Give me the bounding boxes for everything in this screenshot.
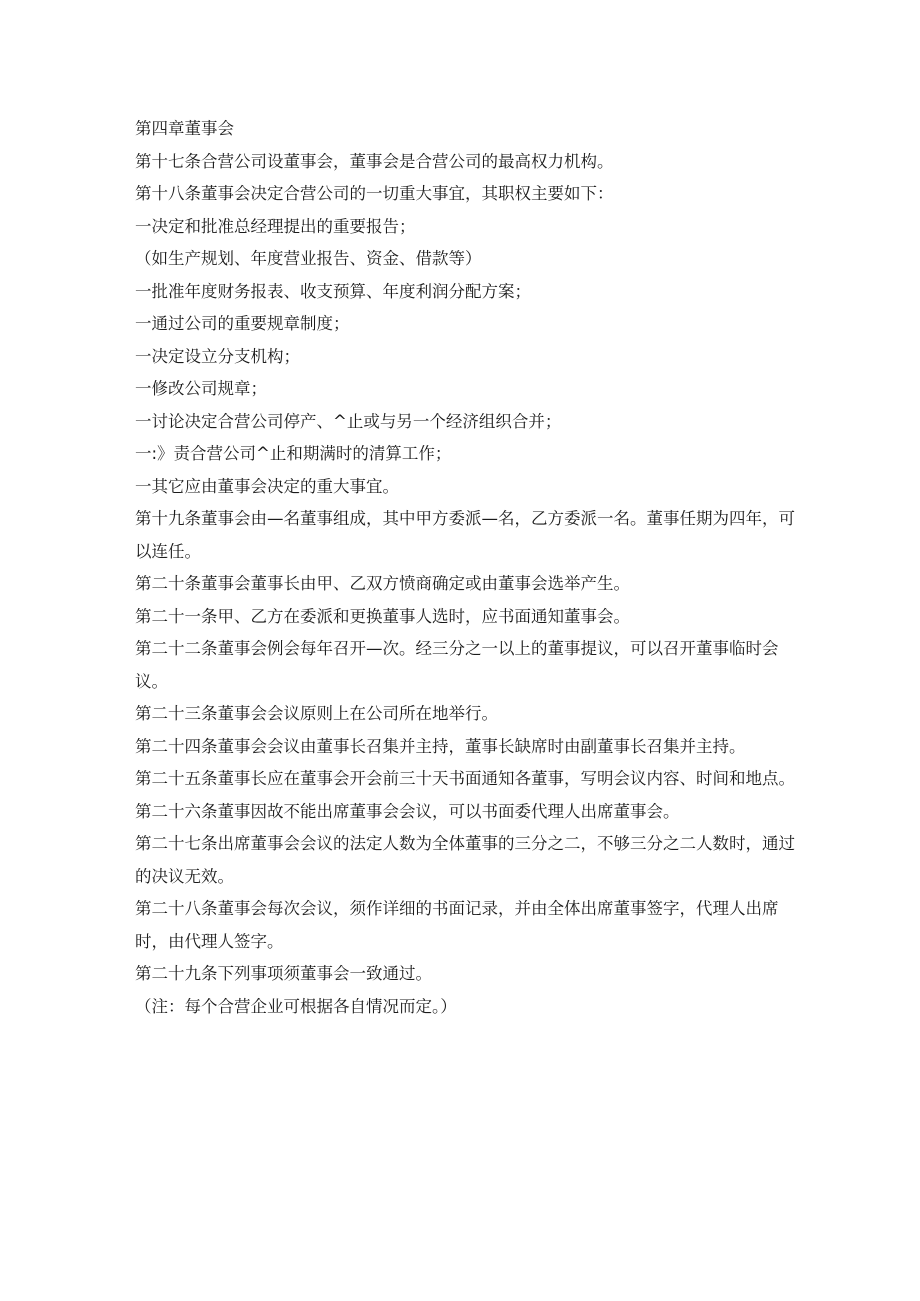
list-item: 一决定和批准总经理提出的重要报告； <box>135 216 416 236</box>
article-29: 第二十九条下列事项须董事会一致通过。 <box>135 964 432 983</box>
list-item-note: （如生产规划、年度营业报告、资金、借款等） <box>135 249 482 268</box>
article-24: 第二十四条董事会会议由董事长召集并主持，董事长缺席时由副董事长召集并主持。 <box>135 736 746 756</box>
article-26: 第二十六条董事因故不能出席董事会会议，可以书面委代理人出席董事会。 <box>135 801 680 821</box>
list-item: 一决定设立分支机构； <box>135 346 300 366</box>
article-17: 第十七条合营公司设董事会，董事会是合营公司的最高权力机构。 <box>135 151 614 171</box>
article-22: 第二十二条董事会例会每年召开—次。经三分之一以上的董事提议，可以召开董事临时会议。 <box>135 639 779 691</box>
list-item: 一其它应由董事会决定的重大事宜。 <box>135 476 399 496</box>
article-23: 第二十三条董事会会议原则上在公司所在地举行。 <box>135 704 498 723</box>
article-28: 第二十八条董事会每次会议，须作详细的书面记录，并由全体出席董事签字，代理人出席时，由代理人签字。 <box>135 899 779 951</box>
list-item: 一批准年度财务报表、收支预算、年度利润分配方案； <box>135 281 531 301</box>
list-item: 一:》责合营公司^止和期满时的清算工作； <box>135 444 452 463</box>
article-21: 第二十一条甲、乙方在委派和更换董事人选时，应书面通知董事会。 <box>135 606 630 626</box>
chapter-heading: 第四章董事会 <box>135 119 234 138</box>
document-body <box>135 113 795 1023</box>
note-paragraph: （注：每个合营企业可根据各自情况而定。） <box>135 996 457 1016</box>
article-18: 第十八条董事会决定合营公司的一切重大事宜，其职权主要如下： <box>135 184 614 203</box>
article-20: 第二十条董事会董事长由甲、乙双方愤商确定或由董事会选举产生。 <box>135 574 630 593</box>
list-item: 一通过公司的重要规章制度； <box>135 314 350 333</box>
list-item: 一讨论决定合营公司停产、^止或与另一个经济组织合并； <box>135 411 562 431</box>
article-19: 第十九条董事会由—名董事组成，其中甲方委派—名，乙方委派一名。董事任期为四年，可以连任。 <box>135 509 795 561</box>
article-27: 第二十七条出席董事会会议的法定人数为全体董事的三分之二，不够三分之二人数时，通过的决议无效。 <box>135 834 795 886</box>
list-item: 一修改公司规章； <box>135 379 267 398</box>
article-25: 第二十五条董事长应在董事会开会前三十天书面通知各董事，写明会议内容、时间和地点。 <box>135 769 795 788</box>
